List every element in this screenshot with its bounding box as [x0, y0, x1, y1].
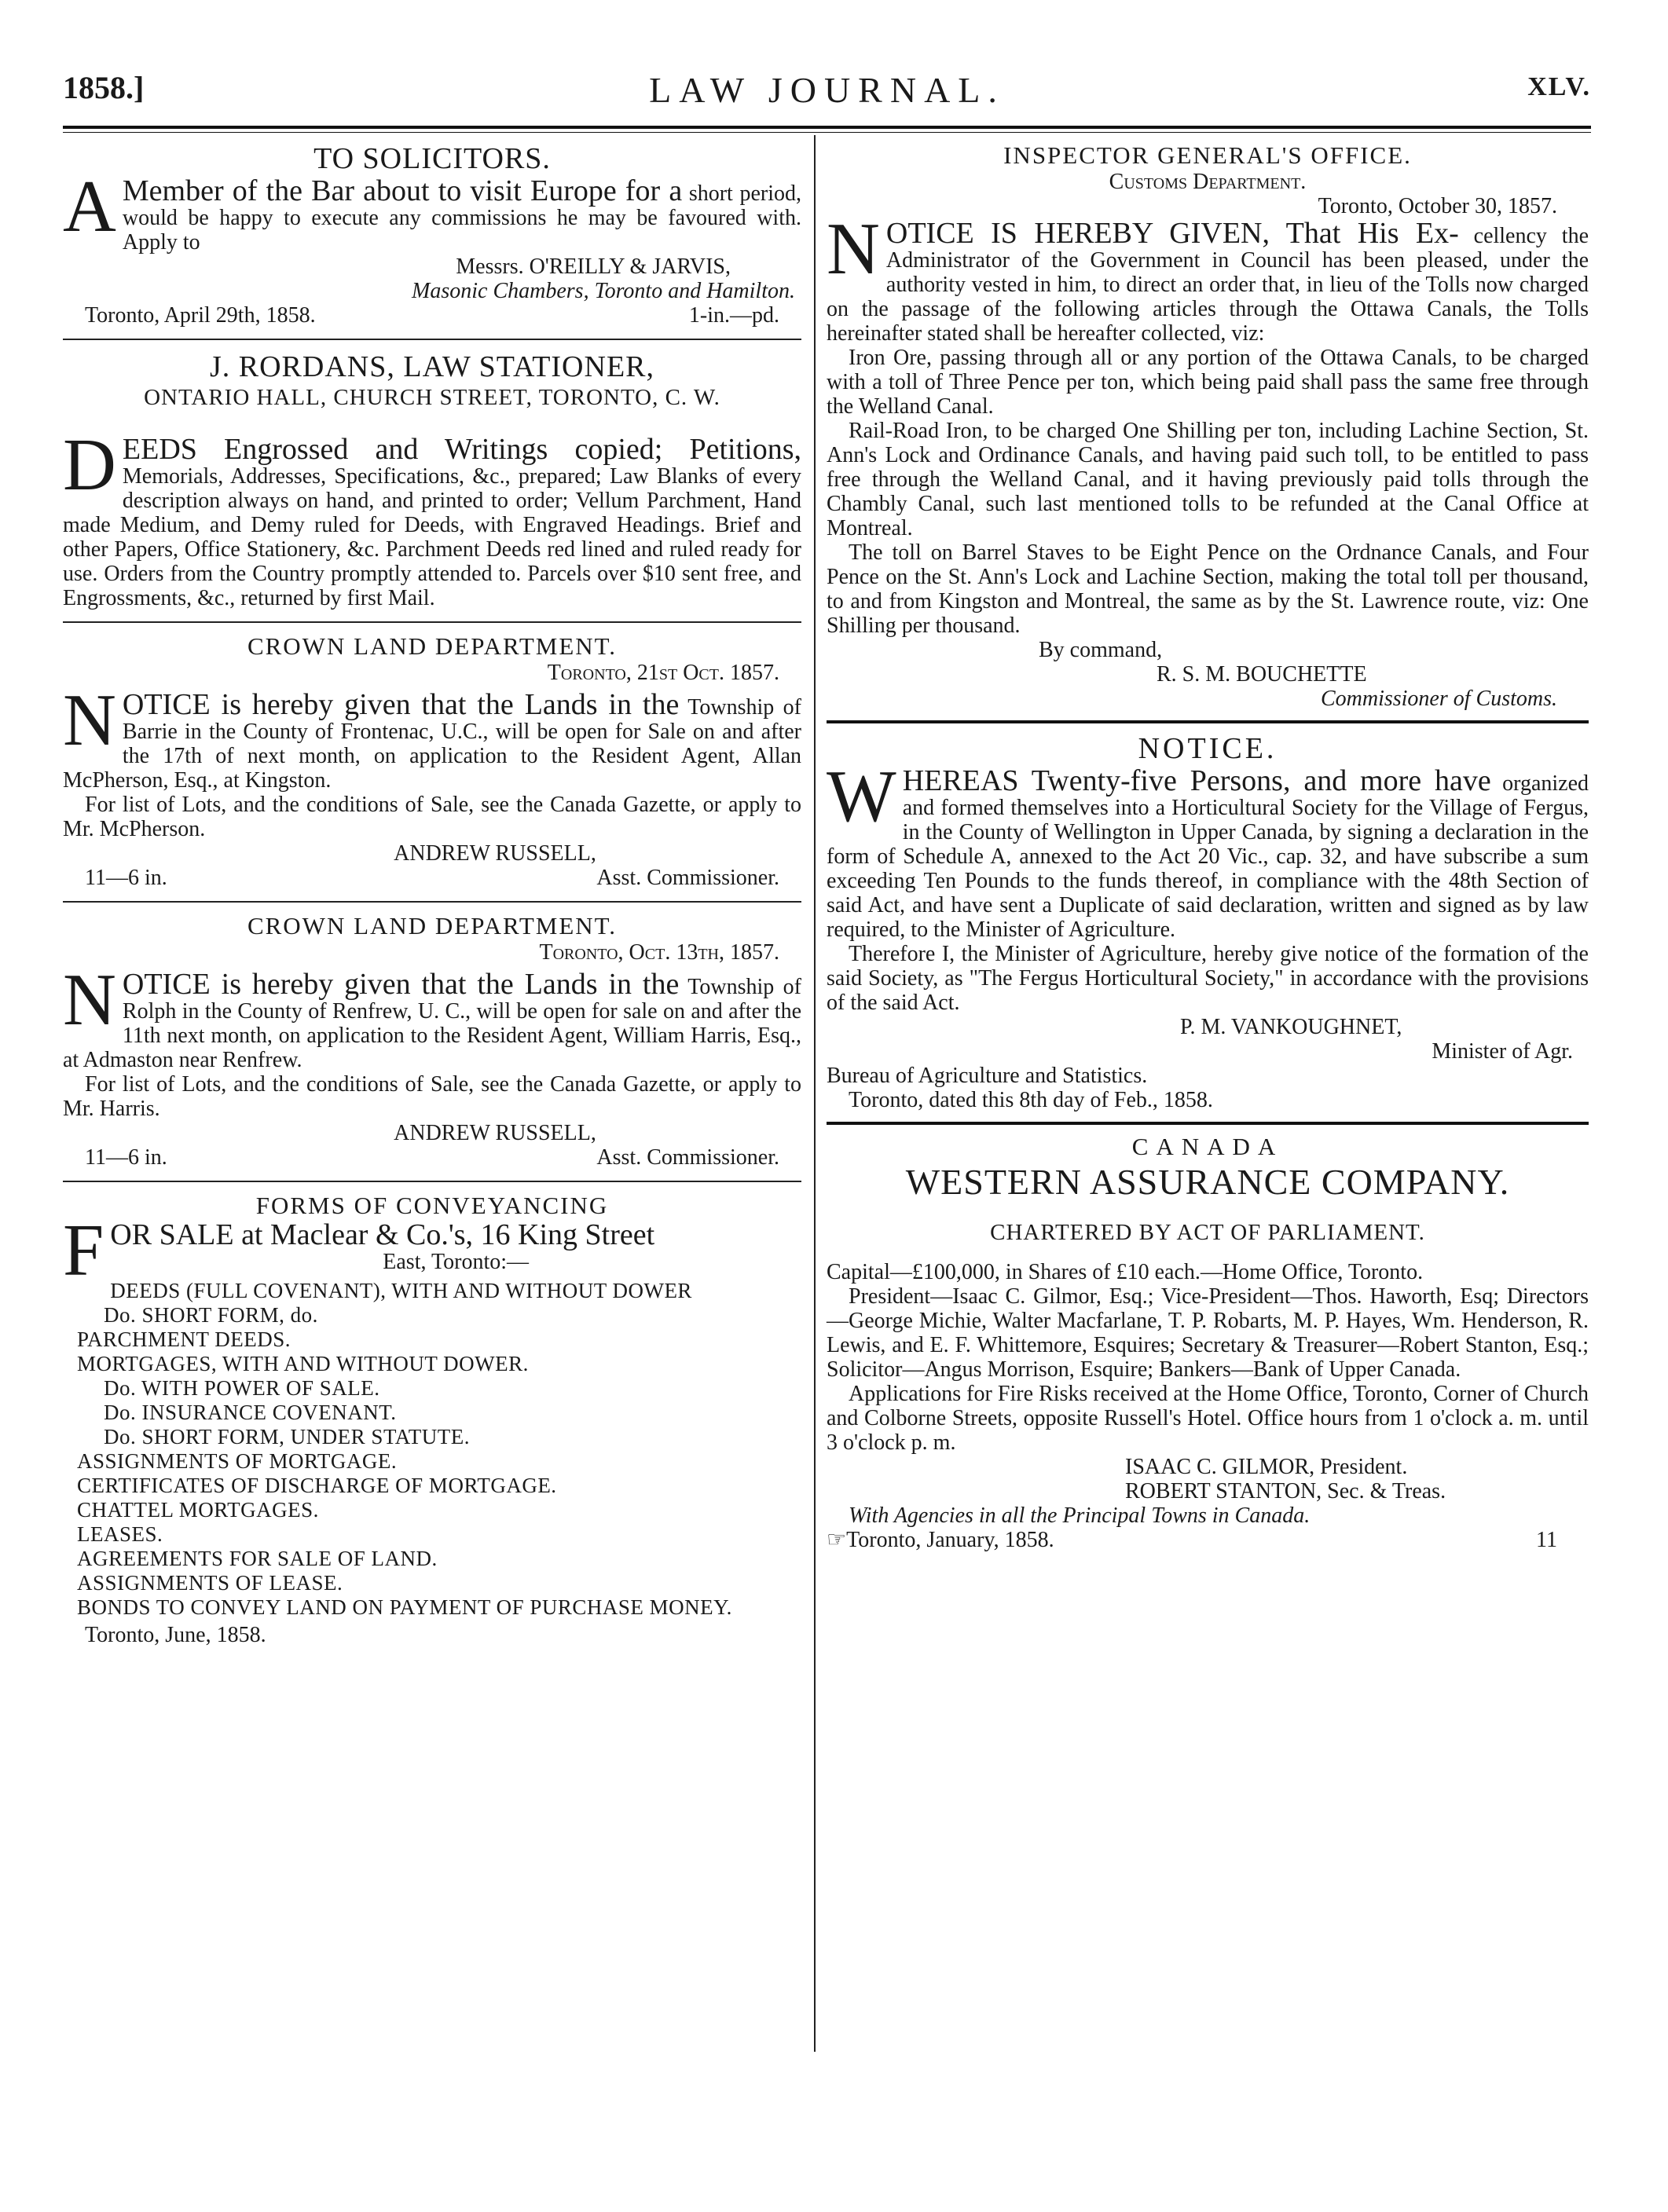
signer: ANDREW RUSSELL,: [394, 841, 596, 866]
notice-body-2: For list of Lots, and the conditions of Sale, see the Canada Gazette, or apply to Mr. Harris.: [63, 1072, 801, 1121]
list-item: Do. WITH POWER OF SALE.: [104, 1376, 380, 1400]
bureau: Bureau of Agriculture and Statistics.: [827, 1064, 1148, 1088]
ad-ref: 11: [1536, 1528, 1557, 1552]
journal-title: LAW JOURNAL.: [649, 70, 1005, 110]
ad-date: ☞Toronto, January, 1858.: [827, 1528, 1054, 1552]
notice-date: Toronto, dated this 8th day of Feb., 1858.: [849, 1088, 1213, 1112]
notice-lead: OTICE IS HEREBY GIVEN, That His Ex-: [885, 217, 1459, 250]
list-item: LEASES.: [77, 1522, 163, 1546]
signer-secretary: ROBERT STANTON, Sec. & Treas.: [1125, 1479, 1446, 1503]
ad-body: Memorials, Addresses, Specifications, &c., prepared; Law Blanks of every description always on hand, and printed to order; Vellum Parchment, Hand made Medium, and Demy ruled for Deeds, with Engraved Headings. Brief and other Papers, Office Stationery, &c. Parchment Deeds red lined and ruled ready for use. Orders from the Country promptly attended to. Parcels over $10 sent free, and Engrossments, &c., returned by first Mail.: [63, 464, 801, 610]
drop-cap: N: [63, 679, 116, 761]
drop-cap: N: [63, 959, 116, 1041]
ad-title: J. RORDANS, LAW STATIONER,: [209, 350, 654, 383]
list-item: ASSIGNMENTS OF MORTGAGE.: [77, 1449, 398, 1473]
ad-lead: OR SALE at Maclear & Co.'s, 16 King Street: [110, 1218, 655, 1251]
western-assurance-ad: [827, 1133, 1589, 1552]
ad-lead: EEDS Engrossed and Writings copied; Petitions,: [122, 433, 801, 466]
notice-body: cellency the Administrator of the Government in Council has been pleased, under the authority vested in him, to direct an order that, in lieu of the Tolls now charged on the passage of the following articles through the Ottawa Canals, the Tolls hereinafter stated shall be hereafter collected, viz:: [827, 224, 1589, 346]
ad-date: Toronto, April 29th, 1858.: [85, 303, 316, 328]
list-item: Do. INSURANCE COVENANT.: [104, 1401, 397, 1424]
running-header: [63, 69, 1591, 124]
dateline: Toronto, 21st Oct. 1857.: [547, 661, 779, 685]
notice-body-2: For list of Lots, and the conditions of Sale, see the Canada Gazette, or apply to Mr. McPherson.: [63, 793, 801, 841]
ad-lead: Member of the Bar about to visit Europe for a: [122, 174, 683, 207]
signer: R. S. M. BOUCHETTE: [1157, 662, 1367, 687]
header-rule: [63, 126, 1591, 129]
pointing-hand-icon: ☞: [827, 1528, 847, 1552]
header-year: 1858.]: [63, 70, 145, 105]
solicitors-ad: [63, 141, 801, 328]
agencies: With Agencies in all the Principal Towns in Canada.: [849, 1503, 1311, 1528]
signer-office: Asst. Commissioner.: [596, 1145, 779, 1170]
ad-subtitle: ONTARIO HALL, CHURCH STREET, TORONTO, C. W.: [144, 385, 720, 410]
ad-title: CROWN LAND DEPARTMENT.: [247, 632, 618, 660]
ad-title: WESTERN ASSURANCE COMPANY.: [905, 1162, 1510, 1202]
drop-cap: W: [827, 756, 896, 837]
notice-body-2: Therefore I, the Minister of Agriculture, hereby give notice of the formation of the said Society, as "The Fergus Horticultural Society," in accordance with the provisions of the said Act.: [827, 942, 1589, 1015]
crown-land-notice-barrie: [63, 632, 801, 890]
right-column: [827, 135, 1589, 1552]
list-item: Do. SHORT FORM, do.: [104, 1303, 318, 1327]
list-item: PARCHMENT DEEDS.: [77, 1328, 291, 1351]
list-item: AGREEMENTS FOR SALE OF LAND.: [77, 1547, 438, 1570]
notice-lead: OTICE is hereby given that the Lands in the: [122, 968, 680, 1001]
conveyancing-forms-ad: [63, 1192, 801, 1647]
ad-address: East, Toronto:—: [383, 1250, 529, 1274]
dateline: Toronto, October 30, 1857.: [1318, 194, 1557, 218]
drop-cap: A: [63, 166, 116, 247]
list-item: CHATTEL MORTGAGES.: [77, 1498, 319, 1522]
dateline: Toronto, Oct. 13th, 1857.: [539, 940, 779, 965]
header-rule-thin: [63, 132, 1591, 133]
signer-office: Minister of Agr.: [1432, 1039, 1573, 1064]
left-column: [63, 135, 801, 1647]
notice-body: Township of Barrie in the County of Frontenac, U.C., will be open for Sale on and after the 17th of next month, on application to the Resident Agent, Allan McPherson, Esq., at Kingston.: [63, 695, 801, 793]
list-item: ASSIGNMENTS OF LEASE.: [77, 1571, 343, 1595]
ad-address: Masonic Chambers, Toronto and Hamilton.: [412, 279, 795, 303]
ad-subtitle: CHARTERED BY ACT OF PARLIAMENT.: [990, 1220, 1425, 1245]
ad-ref: 1-in.—pd.: [688, 303, 779, 328]
notice-barrel-staves: The toll on Barrel Staves to be Eight Pence on the Ordnance Canals, and Four Pence on the St. Ann's Lock and Lachine Section, making the total toll per thousand, to and from Kingston and Montreal, the same as by the St. Lawrence route, viz: One Shilling per thousand.: [827, 540, 1589, 638]
by-command: By command,: [1039, 638, 1163, 662]
ad-title: TO SOLICITORS.: [313, 142, 551, 175]
list-item: CERTIFICATES OF DISCHARGE OF MORTGAGE.: [77, 1474, 557, 1497]
signer-president: ISAAC C. GILMOR, President.: [1125, 1455, 1408, 1479]
notice-iron-ore: Iron Ore, passing through all or any portion of the Ottawa Canals, to be charged with a toll of Three Pence per ton, which being paid shall pass the same free through the Welland Canal.: [827, 346, 1589, 419]
notice-rail-road-iron: Rail-Road Iron, to be charged One Shilling per ton, including Lachine Section, St. Ann's Lock and Ordinance Canals, and having paid such toll, to be entitled to pass free through the Welland Canal, and it having previously paid tolls through the Chambly Canal, such last mentioned tolls to be refunded at the Canal Office at Montreal.: [827, 419, 1589, 540]
drop-cap: N: [827, 208, 880, 290]
inspector-general-notice: [827, 141, 1589, 711]
list-item: MORTGAGES, WITH AND WITHOUT DOWER.: [77, 1352, 529, 1375]
capital: Capital—£100,000, in Shares of £10 each.—Home Office, Toronto.: [827, 1260, 1424, 1284]
signer-office: Asst. Commissioner.: [596, 866, 779, 890]
ad-date: Toronto, June, 1858.: [85, 1623, 266, 1647]
crown-land-notice-rolph: [63, 912, 801, 1170]
ad-ref: 11—6 in.: [85, 1145, 167, 1170]
officers: President—Isaac C. Gilmor, Esq.; Vice-President—Thos. Haworth, Esq; Directors—George Michie, Walter Macfarlane, T. P. Robarts, M. P. Hayes, Wm. Henderson, R. Lewis, and E. F. Whittemore, Esquires; Secretary & Treasurer—Robert Stanton, Esq.; Solicitor—Angus Morrison, Esquire; Bankers—Bank of Upper Canada.: [827, 1284, 1589, 1382]
page-number: XLV.: [1527, 72, 1591, 101]
list-item: BONDS TO CONVEY LAND ON PAYMENT OF PURCHASE MONEY.: [77, 1595, 732, 1619]
notice-body: Township of Rolph in the County of Renfrew, U. C., will be open for sale on and after the 11th next month, on application to the Resident Agent, William Harris, Esq., at Admaston near Renfrew.: [63, 975, 801, 1072]
department: Customs Department.: [1109, 170, 1307, 194]
ad-body: short period, would be happy to execute any commissions he may be favoured with. Apply to: [122, 181, 801, 255]
notice-body: organized and formed themselves into a Horticultural Society for the Village of Fergus, in the County of Wellington in Upper Canada, by signing a declaration in the form of Schedule A, annexed to the Act 20 Vic., cap. 32, and have subscribe a sum exceeding Ten Pounds to the funds thereof, in compliance with the 48th Section of said Act, and have sent a Duplicate of said declaration, written and signed as by law required, to the Minister of Agriculture.: [827, 771, 1589, 942]
ad-firm: Messrs. O'REILLY & JARVIS,: [456, 255, 731, 279]
drop-cap: F: [63, 1210, 104, 1291]
applications: Applications for Fire Risks received at the Home Office, Toronto, Corner of Church and Colborne Streets, opposite Russell's Hotel. Office hours from 1 o'clock a. m. until 3 o'clock p. m.: [827, 1382, 1589, 1455]
notice-lead: HEREAS Twenty-five Persons, and more have: [902, 764, 1491, 797]
list-item: DEEDS (FULL COVENANT), WITH AND WITHOUT DOWER: [110, 1279, 692, 1302]
ad-title: INSPECTOR GENERAL'S OFFICE.: [1003, 141, 1412, 169]
ad-title: CROWN LAND DEPARTMENT.: [247, 912, 618, 939]
notice-lead: OTICE is hereby given that the Lands in the: [122, 688, 680, 721]
rordans-ad: [63, 350, 801, 610]
signer: ANDREW RUSSELL,: [394, 1121, 596, 1145]
forms-list: [63, 1279, 801, 1620]
drop-cap: D: [63, 424, 116, 506]
fergus-horticultural-notice: [827, 731, 1589, 1112]
list-item: Do. SHORT FORM, UNDER STATUTE.: [104, 1425, 471, 1448]
signer-office: Commissioner of Customs.: [1320, 687, 1557, 711]
signer: P. M. VANKOUGHNET,: [1180, 1015, 1402, 1039]
ad-title: NOTICE.: [1138, 732, 1278, 765]
ad-title: FORMS OF CONVEYANCING: [255, 1192, 609, 1219]
column-divider: [814, 135, 816, 2052]
ad-ref: 11—6 in.: [85, 866, 167, 890]
ad-kicker: CANADA: [1131, 1133, 1284, 1160]
